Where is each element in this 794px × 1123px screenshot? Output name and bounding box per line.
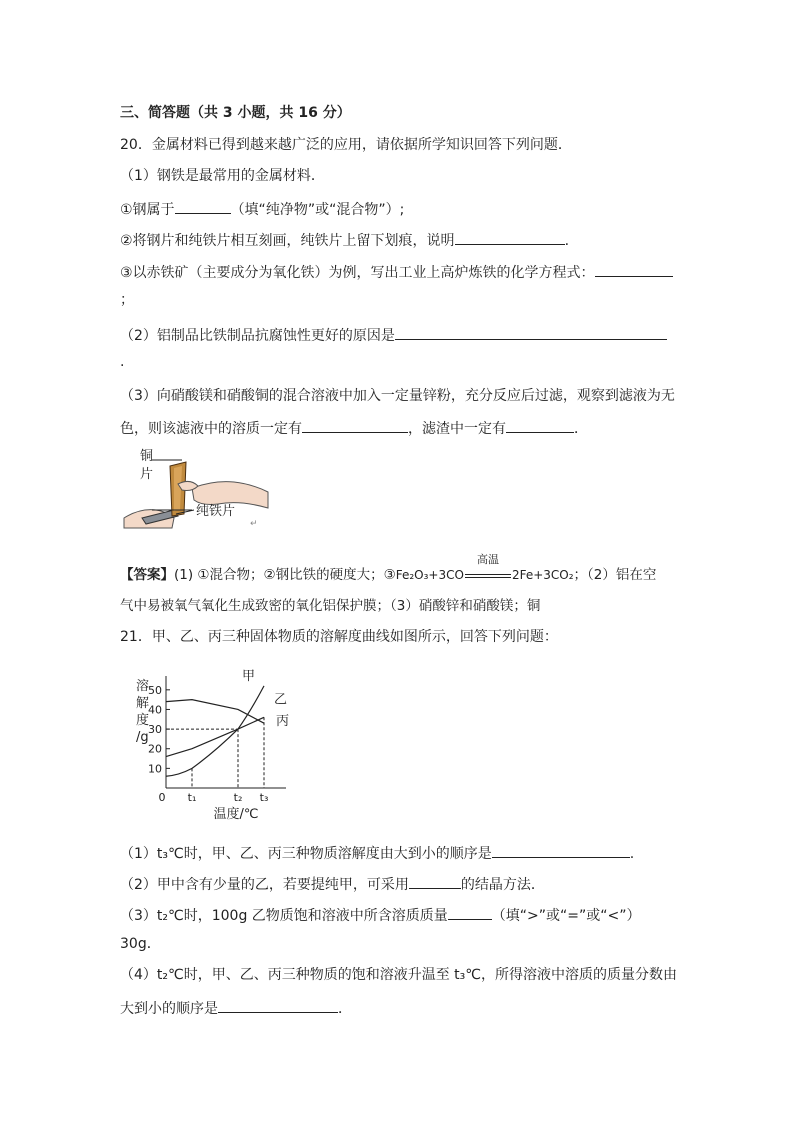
- answer-blank[interactable]: [492, 843, 630, 858]
- q21-sub3: [120, 905, 641, 925]
- equation-right: 2Fe+3CO₂: [511, 568, 574, 582]
- q20-part1-c-pre: ③以赤铁矿（主要成分为氧化铁）为例，写出工业上高炉炼铁的化学方程式：: [120, 265, 595, 281]
- series-label: 丙: [276, 714, 290, 730]
- y-axis-label: 度: [136, 713, 150, 728]
- scratch-illustration: [122, 448, 272, 530]
- answer-text2: ；（2）铝在空: [573, 567, 657, 583]
- label-copper-1: 铜: [140, 449, 154, 464]
- q20-part2-end: .: [120, 354, 125, 370]
- q21-sub3-post: （填“>”或“=”或“<”）: [491, 908, 641, 924]
- q20-answer-line1: [120, 553, 657, 584]
- answer-blank[interactable]: [506, 418, 574, 433]
- q21-sub2-pre: （2）甲中含有少量的乙，若要提纯甲，可采用: [120, 877, 409, 893]
- x-axis-label: 温度/℃: [213, 807, 259, 822]
- q20-part3-line2: [120, 418, 588, 438]
- answer-blank[interactable]: [175, 199, 231, 214]
- y-tick-label: 10: [148, 762, 162, 776]
- solubility-chart-svg: [126, 668, 312, 822]
- y-tick-label: 40: [148, 703, 162, 717]
- q20-part3-line2-pre: 色，则该滤液中的溶质一定有: [120, 421, 302, 437]
- q20-part2: [120, 325, 667, 345]
- q21-sub3-pre: （3）t₂℃时，100g 乙物质饱和溶液中所含溶质质量: [120, 908, 448, 924]
- q21-sub4-line2: [120, 998, 352, 1018]
- q20-part3-line1: （3）向硝酸镁和硝酸铜的混合溶液中加入一定量锌粉，充分反应后过滤，观察到滤液为无: [120, 388, 675, 404]
- x-tick-label: t₃: [259, 791, 269, 804]
- q20-part1-a-post: （填“纯净物”或“混合物”）;: [230, 202, 405, 218]
- y-axis-label: 解: [136, 696, 150, 711]
- equation-condition: 高温: [476, 553, 499, 566]
- section-title: 三、简答题（共 3 小题，共 16 分）: [120, 105, 351, 121]
- q20-part3-line2-post: ．: [574, 421, 588, 437]
- y-axis-label: 溶: [136, 679, 150, 694]
- q20-part1-a: [120, 199, 404, 219]
- solubility-chart: [126, 668, 312, 822]
- series-label: 乙: [274, 692, 288, 708]
- answer-blank[interactable]: [395, 325, 667, 340]
- q20-answer-line2: 气中易被氧气氧化生成致密的氧化铝保护膜；（3）硝酸锌和硝酸镁；铜: [120, 598, 541, 614]
- chemical-equation: [395, 553, 574, 584]
- answer-blank[interactable]: [448, 905, 492, 920]
- answer-tag: 【答案】: [120, 567, 174, 583]
- q21-sub2: [120, 874, 545, 894]
- series-label: 甲: [242, 668, 256, 684]
- y-axis-label: /g: [136, 730, 149, 745]
- q21-sub4-pre: 大到小的顺序是: [120, 1001, 218, 1017]
- q20-stem: 20．金属材料已得到越来越广泛的应用，请依据所学知识回答下列问题．: [120, 137, 572, 153]
- q20-part1-a-pre: ①钢属于: [120, 202, 175, 218]
- label-pure-iron: 纯铁片: [196, 504, 236, 519]
- answer-blank[interactable]: [218, 998, 338, 1013]
- q21-sub3-line2: 30g．: [120, 936, 161, 952]
- q21-sub4-line1: （4）t₂℃时，甲、乙、丙三种物质的饱和溶液升温至 t₃℃，所得溶液中溶质的质量分数由: [120, 967, 678, 983]
- y-tick-label: 30: [148, 723, 162, 737]
- q20-part1-intro: （1）钢铁是最常用的金属材料．: [120, 168, 325, 184]
- x-tick-label: t₂: [233, 791, 243, 804]
- label-copper-2: 片: [140, 467, 154, 482]
- q21-sub1-pre: （1）t₃℃时，甲、乙、丙三种物质溶解度由大到小的顺序是: [120, 846, 492, 862]
- q21-sub1-post: .: [629, 846, 635, 862]
- q21-sub1: [120, 843, 634, 863]
- paragraph-mark: ↵: [250, 519, 258, 529]
- q20-part3-line2-mid: ，滤渣中一定有: [408, 421, 506, 437]
- equation-left: Fe₂O₃+3CO: [395, 568, 464, 582]
- x-tick-label: 0: [158, 791, 166, 804]
- q20-part1-c-end: ；: [120, 292, 134, 308]
- y-tick-label: 50: [148, 683, 162, 697]
- q20-part1-b: [120, 230, 569, 250]
- scratch-figure: [122, 448, 272, 530]
- answer-text1: (1) ①混合物；②钢比铁的硬度大；③: [174, 567, 396, 583]
- q20-part2-pre: （2）铝制品比铁制品抗腐蚀性更好的原因是: [120, 328, 395, 344]
- q21-stem: 21．甲、乙、丙三种固体物质的溶解度曲线如图所示，回答下列问题：: [120, 629, 558, 645]
- q20-part1-b-pre: ②将钢片和纯铁片相互刻画，纯铁片上留下划痕，说明: [120, 233, 455, 249]
- x-tick-label: t₁: [187, 791, 197, 804]
- y-tick-label: 20: [148, 742, 162, 756]
- answer-blank[interactable]: [302, 418, 408, 433]
- q20-part1-b-post: .: [564, 233, 570, 249]
- answer-blank[interactable]: [595, 262, 673, 277]
- answer-blank[interactable]: [455, 230, 565, 245]
- q21-sub2-post: 的结晶方法．: [460, 877, 545, 893]
- q21-sub4-post: ．: [338, 1001, 352, 1017]
- answer-blank[interactable]: [409, 874, 461, 889]
- q20-part1-c: [120, 262, 673, 282]
- equation-bar: [465, 574, 511, 578]
